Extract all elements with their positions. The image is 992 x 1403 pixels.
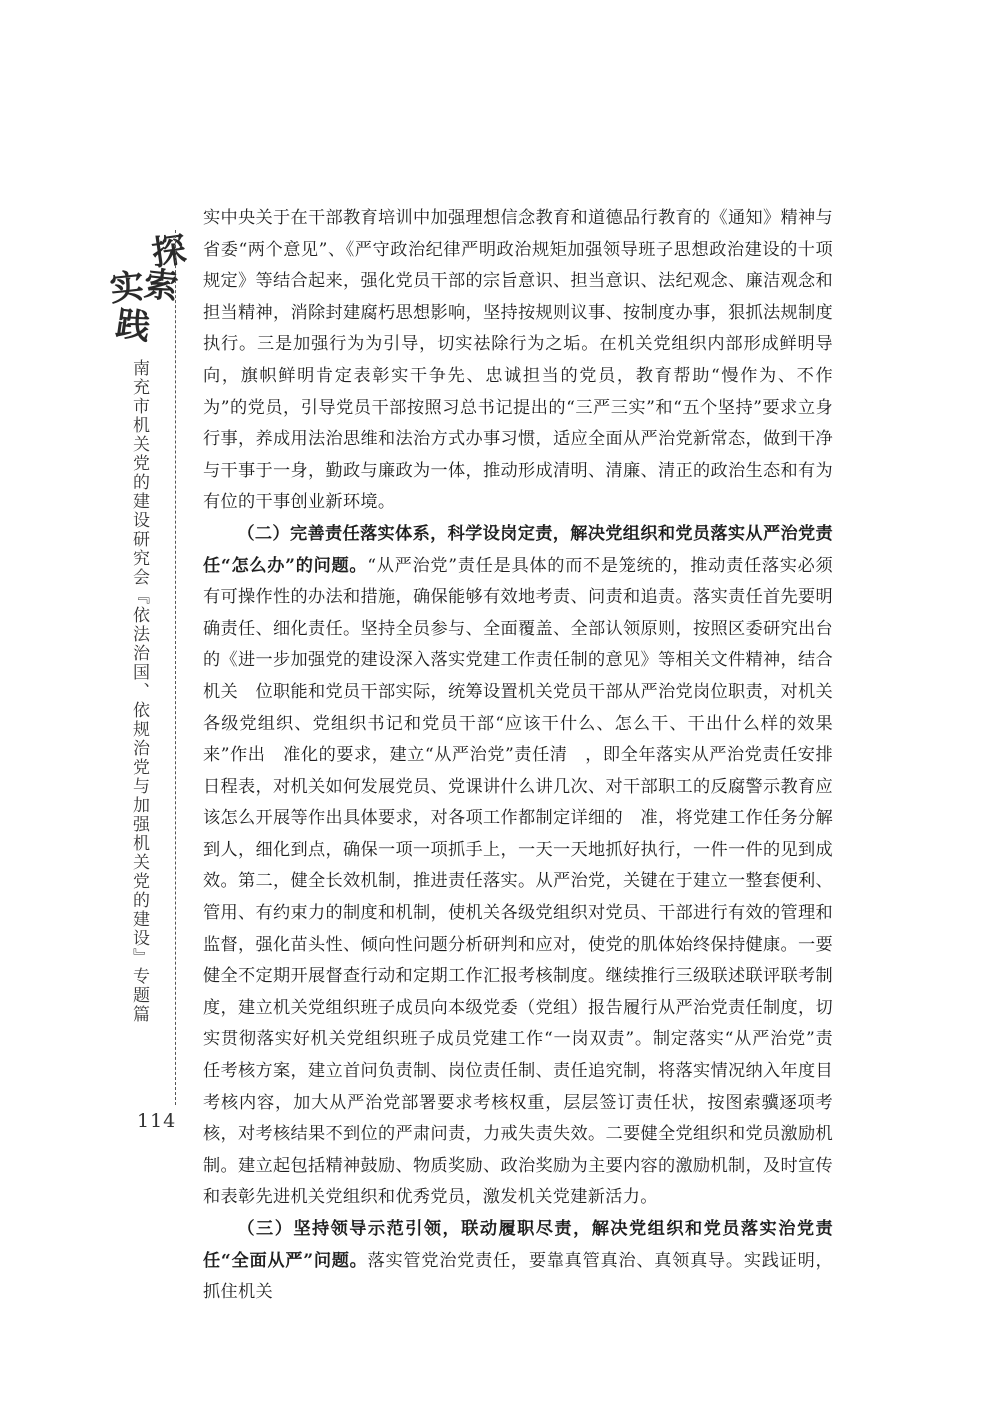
logo-char: 实 [108,266,146,310]
page-number: 114 [137,1110,177,1132]
logo-char: 探 [149,229,189,275]
paragraph-text: 实中央关于在干部教育培训中加强理想信念教育和道德品行教育的《通知》精神与省委“两个意见”、《严守政治纪律严明政治规矩加强领导班子思想政治建设的十项规定》等结合起来，强化党员干部的宗旨意识、担当意识、法纪观念、廉洁观念和担当精神，消除封建腐朽思想影响，坚持按规则议事、按制度办事，狠抓法规制度执行。三是加强行为为引导，切实祛除行为之垢。在机关党组织内部形成鲜明导向，旗帜鲜明肯定表彰实干争先、忠诚担当的党员，教育帮助“慢作为、不作为”的党员，引导党员干部按照习总书记提出的“三严三实”和“五个坚持”要求立身行事，养成用法治思维和法治方式办事习惯，适应全面从严治党新常态，做到干净与干事于一身，勤政与廉政为一体，推动形成清明、清廉、清正的政治生态和有为有位的干事创业新环境。 [203,208,833,513]
column-logo [100,225,190,349]
sidebar-divider [175,230,176,1105]
section-vertical-title: 南充市机关党的建设研究会『依法治国、依规治党与加强机关党的建设』专题篇 [129,359,149,1024]
paragraph-text: “从严治党”责任是具体的而不是笼统的，推动责任落实必须有可操作性的办法和措施，确保能够有效地考责、问责和追责。落实责任首先要明确责任、细化责任。坚持全员参与、全面覆盖、全部认领原则，按照区委研究出台的《进一步加强党的建设深入落实党建工作责任制的意见》等相关文件精神，结合机关 位职能和党员干部实际，统筹设置机关党员干部从严治党岗位职责，对机关各级党组织、党组织书记和党员干部“应该干什么、怎么干、干出什么样的效果来”作出 准化的要求，建立“从严治党”责任清 ，即全年落实从严治党责任安排日程表，对机关如何发展党员、党课讲什么讲几次、对干部职工的反腐警示教育应该怎么开展等作出具体要求，对各项工作都制定详细的 准，将党建工作任务分解到人，细化到点，确保一项一项抓手上，一天一天地抓好执行，一件一件的见到成效。第二，健全长效机制，推进责任落实。从严治党，关键在于建立一整套便利、管用、有约束力的制度和机制，使机关各级党组织对党员、干部进行有效的管理和监督，强化苗头性、倾向性问题分析研判和应对，使党的肌体始终保持健康。一要健全不定期开展督查行动和定期工作汇报考核制度。继续推行三级联述联评联考制度，建立机关党组织班子成员向本级党委（党组）报告履行从严治党责任制度，切实贯彻落实好机关党组织班子成员党建工作“一岗双责”。制定落实“从严治党”责任考核方案，建立首问负责制、岗位责任制、责任追究制，将落实情况纳入年度目 考核内容，加大从严治党部署要求考核权重，层层签订责任状，按图索骥逐项考核，对考核结果不到位的严肃问责，力戒失责失效。二要健全党组织和党员激励机制。建立起包括精神鼓励、物质奖励、政治奖励为主要内容的激励机制，及时宣传和表彰先进机关党组织和优秀党员，激发机关党建新活力。 [203,555,851,1208]
sidebar [100,225,190,1145]
paragraph-heading: （二）完善责任落实体系，科学设岗定责，解决党组织和党员落实从严治党责任“怎么办”的问题。 [203,523,833,576]
logo-char: 索 [142,264,180,308]
paragraph [203,1214,833,1309]
paragraph-heading: （三）坚持领导示范引领，联动履职尽责，解决党组织和党员落实治党责任“全面从严”问题。 [203,1219,833,1271]
logo-char: 践 [113,303,153,349]
body-text [203,203,851,1309]
paragraph [203,519,851,1214]
paragraph-text: 落实管党治党责任，要靠真管真治、真领真导。实践证明，抓住机关 [203,1250,833,1303]
paragraph [203,203,833,519]
